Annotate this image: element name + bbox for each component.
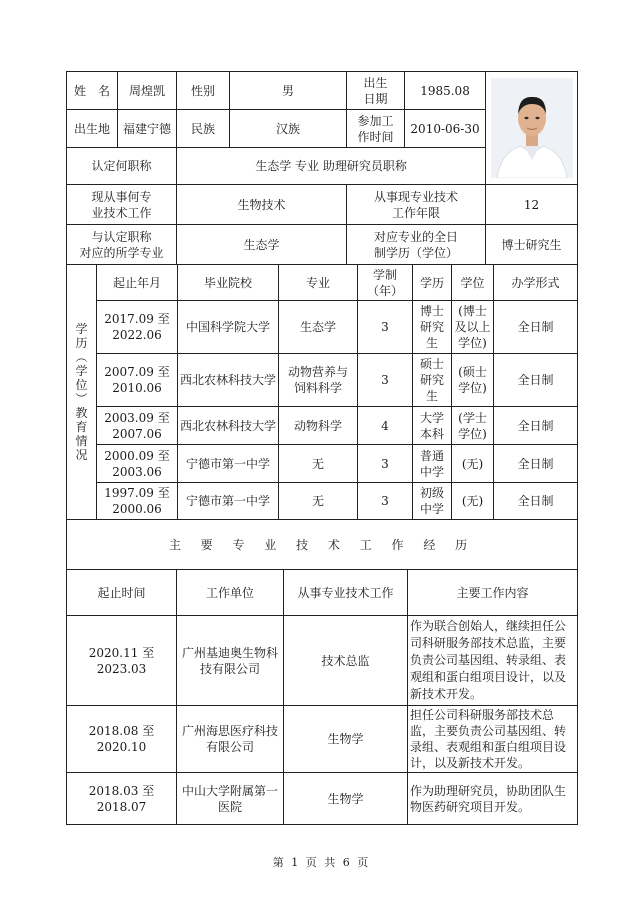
edu-degree: (博士 及以上 学位) <box>452 301 494 354</box>
edu-header-education: 学历 <box>413 265 452 301</box>
name-value: 周煌凯 <box>118 72 177 110</box>
edu-mode: 全日制 <box>494 354 578 407</box>
work-header-content: 主要工作内容 <box>408 570 578 616</box>
edu-mode: 全日制 <box>494 445 578 483</box>
edu-degree: (硕士 学位) <box>452 354 494 407</box>
edu-duration: 3 <box>358 483 413 520</box>
education-side-label: 学 历 ︵ 学 位 ︶ 教 育 情 况 <box>67 265 97 520</box>
edu-school: 西北农林科技大学 <box>178 354 279 407</box>
work-content: 担任公司科研服务部技术总监，主要负责公司基因组、转录组、表观组和蛋白组项目设计，以及新技术开发。 <box>408 706 578 773</box>
photo-cell <box>486 72 578 185</box>
birth-label: 出生 日期 <box>347 72 405 110</box>
work-content: 作为助理研究员，协助团队生物医药研究项目开发。 <box>408 773 578 825</box>
edu-degree: (学士 学位) <box>452 407 494 445</box>
edu-period: 2007.09 至 2010.06 <box>97 354 178 407</box>
edu-header-major: 专业 <box>279 265 358 301</box>
edu-major: 无 <box>279 445 358 483</box>
ethnicity-label: 民族 <box>177 110 230 148</box>
ethnicity-value: 汉族 <box>230 110 347 148</box>
degree-value: 博士研究生 <box>486 225 578 265</box>
work-period: 2018.03 至 2018.07 <box>67 773 177 825</box>
portrait-photo <box>491 78 573 178</box>
gender-value: 男 <box>230 72 347 110</box>
work-row <box>67 616 578 706</box>
edu-header-degree: 学位 <box>452 265 494 301</box>
edu-major: 动物科学 <box>279 407 358 445</box>
edu-major: 动物营养与 饲料科学 <box>279 354 358 407</box>
edu-duration: 3 <box>358 445 413 483</box>
work-header-field: 从事专业技术工作 <box>284 570 408 616</box>
edu-education: 大学 本科 <box>413 407 452 445</box>
work-field: 技术总监 <box>284 616 408 706</box>
edu-school: 中国科学院大学 <box>178 301 279 354</box>
edu-education: 初级 中学 <box>413 483 452 520</box>
edu-education: 硕士 研究 生 <box>413 354 452 407</box>
years-value: 12 <box>486 185 578 225</box>
edu-header-mode: 办学形式 <box>494 265 578 301</box>
edu-duration: 3 <box>358 354 413 407</box>
edu-duration: 4 <box>358 407 413 445</box>
work-content: 作为联合创始人，继续担任公司科研服务部技术总监，主要负责公司基因组、转录组、表观组和蛋白组项目设计，以及新技术开发。 <box>408 616 578 706</box>
birth-value: 1985.08 <box>405 72 486 110</box>
edu-education: 普通 中学 <box>413 445 452 483</box>
edu-mode: 全日制 <box>494 301 578 354</box>
education-row <box>67 483 578 520</box>
edu-mode: 全日制 <box>494 407 578 445</box>
birthplace-label: 出生地 <box>67 110 118 148</box>
work-period: 2018.08 至 2020.10 <box>67 706 177 773</box>
gender-label: 性别 <box>177 72 230 110</box>
work-row <box>67 773 578 825</box>
edu-school: 宁德市第一中学 <box>178 445 279 483</box>
edu-mode: 全日制 <box>494 483 578 520</box>
edu-header-period: 起止年月 <box>97 265 178 301</box>
work-header-period: 起止时间 <box>67 570 177 616</box>
edu-school: 宁德市第一中学 <box>178 483 279 520</box>
work-start-label: 参加工 作时间 <box>347 110 405 148</box>
edu-header-duration: 学制 （年） <box>358 265 413 301</box>
work-row <box>67 706 578 773</box>
title-value: 生态学 专业 助理研究员职称 <box>177 148 486 185</box>
edu-degree: (无) <box>452 483 494 520</box>
work-experience-table <box>66 519 578 825</box>
work-period: 2020.11 至 2023.03 <box>67 616 177 706</box>
edu-period: 1997.09 至 2000.06 <box>97 483 178 520</box>
education-table <box>66 264 578 520</box>
work-header-employer: 工作单位 <box>177 570 284 616</box>
birthplace-value: 福建宁德 <box>118 110 177 148</box>
edu-period: 2017.09 至 2022.06 <box>97 301 178 354</box>
work-employer: 广州海思医疗科技 有限公司 <box>177 706 284 773</box>
page-number-footer: 第 1 页 共 6 页 <box>272 856 371 869</box>
years-label: 从事现专业技术 工作年限 <box>347 185 486 225</box>
title-label: 认定何职称 <box>67 148 177 185</box>
edu-period: 2003.09 至 2007.06 <box>97 407 178 445</box>
edu-major: 生态学 <box>279 301 358 354</box>
edu-major: 无 <box>279 483 358 520</box>
work-field: 生物学 <box>284 773 408 825</box>
work-field: 生物学 <box>284 706 408 773</box>
work-start-value: 2010-06-30 <box>405 110 486 148</box>
edu-degree: (无) <box>452 445 494 483</box>
edu-header-school: 毕业院校 <box>178 265 279 301</box>
degree-label: 对应专业的全日 制学历（学位） <box>347 225 486 265</box>
work-employer: 广州基迪奥生物科 技有限公司 <box>177 616 284 706</box>
edu-school: 西北农林科技大学 <box>178 407 279 445</box>
work-section-title: 主 要 专 业 技 术 工 作 经 历 <box>67 520 578 570</box>
edu-duration: 3 <box>358 301 413 354</box>
current-field-label: 现从事何专 业技术工作 <box>67 185 177 225</box>
studied-major-label: 与认定职称 对应的所学专业 <box>67 225 177 265</box>
education-row <box>67 445 578 483</box>
edu-education: 博士 研究 生 <box>413 301 452 354</box>
education-row <box>67 301 578 354</box>
education-row <box>67 407 578 445</box>
work-employer: 中山大学附属第一 医院 <box>177 773 284 825</box>
education-row <box>67 354 578 407</box>
edu-period: 2000.09 至 2003.06 <box>97 445 178 483</box>
studied-major-value: 生态学 <box>177 225 347 265</box>
current-field-value: 生物技术 <box>177 185 347 225</box>
basic-info-table <box>66 71 578 265</box>
name-label: 姓 名 <box>67 72 118 110</box>
